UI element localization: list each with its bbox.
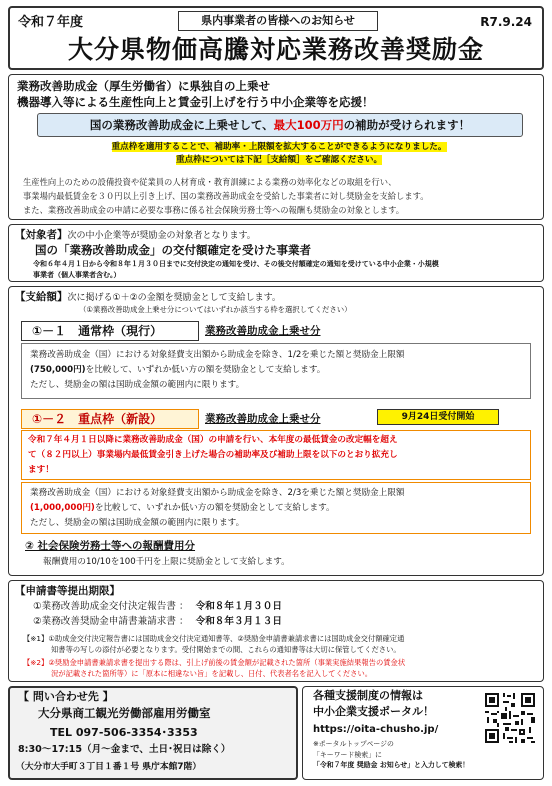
deadline-row-2-date: 令和８年３月１３日 [195, 616, 282, 627]
priority-frame-title: ①－２ 重点枠（新設） [21, 409, 199, 429]
target-label: 【対象者】 [15, 229, 68, 241]
deadline-row-2-label: ②業務改善奨励金申請書兼請求書 ： [33, 616, 189, 627]
note-1-line-2: 知書等の写しの添付が必要となります。受付開始までの間、これらの通知書等は大切に保管してください。 [51, 645, 401, 654]
normal-frame-subtitle: 業務改善助成金上乗せ分 [205, 325, 321, 337]
note-2-line-2: 況が記載された箇所等）に「原本に相違ない旨」を記載し、日付、代表者名を記入してください。 [51, 669, 373, 678]
fiscal-year: 令和７年度 [18, 15, 84, 30]
priority-note-2: 重点枠については下記［支給額］をご確認ください。 [175, 155, 383, 165]
intro-paragraph-2: 事業場内最低賃金を３０円以上引き上げ、国の業務改善助成金を受給した事業者に対し奨励金を支給します。 [23, 191, 429, 201]
deadline-note-2 [23, 657, 539, 679]
payment-label: 【支給額】 [15, 291, 68, 303]
deadline-note-1 [23, 633, 539, 655]
banner-text-pre: 国の業務改善助成金に上乗せして、 [89, 118, 274, 132]
priority-frame-subtitle: 業務改善助成金上乗せ分 [205, 413, 321, 425]
priority-condition [21, 430, 531, 480]
labor-consultant-title: ② 社会保険労務士等への報酬費用分 [25, 540, 196, 552]
priority-condition-1: 令和７年４月１日以降に業務改善助成金（国）の申請を行い、本年度の最低賃金の改定幅を超え [28, 435, 398, 445]
target-section [8, 224, 544, 282]
target-heading: 国の「業務改善助成金」の交付額確定を受けた事業者 [35, 243, 311, 257]
deadline-row-1 [33, 601, 282, 614]
priority-note-1: 重点枠を適用することで、補助率・上限額を拡大することができるようになりました。 [111, 142, 447, 152]
priority-frame-line-1: 業務改善助成金（国）における対象経費支出額から助成金を除き、2/3を乗じた額と奨励金上限額 [30, 488, 405, 498]
banner-text-post: の補助が受けられます！ [343, 118, 471, 132]
deadline-section [8, 580, 544, 682]
payment-subnote: （①業務改善助成金上乗せ分についてはいずれか該当する枠を選択してください） [79, 305, 352, 314]
labor-consultant-text: 報酬費用の10/10を100千円を上限に奨励金として支給します。 [43, 557, 290, 567]
intro-paragraph-3: また、業務改善助成金の申請に必要な事務に係る社会保険労務士等への報酬も奨励金の対象とします。 [23, 205, 404, 215]
normal-frame-max: (750,000円) [30, 365, 86, 375]
portal-note-2: 「キーワード検索」に [313, 750, 382, 759]
payment-section [8, 286, 544, 576]
portal-note-3: 「令和７年度 奨励金 お知らせ」と入力して検索！ [313, 761, 470, 769]
contact-department: 大分県商工観光労働部雇用労働室 [38, 706, 211, 720]
contact-address: （大分市大手町３丁目１番１号 県庁本館7階） [16, 762, 202, 772]
priority-frame-line-2: を比較して、いずれか低い方の額を奨励金として支給します。 [94, 503, 335, 513]
priority-condition-3: ます！ [28, 465, 54, 475]
issue-date: R7.9.24 [480, 15, 532, 29]
contact-hours: 8:30～17:15（月～金まで、土日･祝日は除く） [18, 744, 231, 755]
portal-box [302, 686, 544, 780]
target-intro [15, 228, 256, 242]
contact-phone: TEL 097-506-3354･3353 [50, 726, 198, 739]
page-title: 大分県物価高騰対応業務改善奨励金 [67, 35, 484, 64]
portal-url-link[interactable]: https://oita-chusho.jp/ [313, 724, 439, 735]
intro-headline-2: 機器導入等による生産性向上と賃金引上げを行う中小企業等を応援！ [17, 95, 374, 109]
priority-frame-body [21, 482, 531, 534]
deadline-label: 【申請書等提出期限】 [15, 585, 120, 597]
target-detail [33, 259, 439, 280]
normal-frame-body [21, 343, 531, 399]
contact-label: 【 問い合わせ先 】 [18, 690, 114, 703]
note-2-line-1: ②奨励金申請書兼請求書を提出する際は、引上げ前後の賃金額が記載された箇所（事業実施結果報告の賃金状 [48, 658, 406, 667]
normal-frame-line-1: 業務改善助成金（国）における対象経費支出額から助成金を除き、1/2を乗じた額と奨励金上限額 [30, 350, 405, 360]
portal-line-1: 各種支援制度の情報は [313, 689, 423, 702]
deadline-row-2 [33, 616, 282, 629]
banner-max-amount: 最大100万円 [273, 118, 344, 132]
qr-code-icon[interactable] [483, 691, 537, 745]
deadline-row-1-date: 令和８年１月３０日 [195, 601, 282, 612]
header-frame [8, 6, 544, 70]
priority-frame-max: (1,000,000円) [30, 503, 95, 513]
portal-line-2: 中小企業支援ポータル！ [313, 705, 434, 718]
priority-condition-2: て（８２円以上）事業場内最低賃金引き上げた場合の補助率及び補助上限を以下のとおり拡充し [28, 450, 398, 460]
target-text: 次の中小企業等が奨励金の対象者となります。 [67, 231, 256, 241]
normal-frame-line-3: ただし、奨励金の額は国助成金額の範囲内に限ります。 [30, 380, 245, 390]
portal-note-1: ※ポータルトップページの [313, 740, 394, 748]
note-1-line-1: ①助成金交付決定報告書には国助成金交付決定通知書等、②奨励金申請書兼請求書には国助成金交付額確定通 [48, 634, 405, 643]
notice-tag: 県内事業者の皆様へのお知らせ [178, 11, 378, 31]
normal-frame-line-2: を比較して、いずれか低い方の額を奨励金として支給します。 [85, 365, 326, 375]
normal-frame-title: ①－１ 通常枠（現行） [21, 321, 199, 341]
priority-note [49, 141, 509, 167]
intro-paragraph-1: 生産性向上のための設備投資や従業員の人材育成・教育訓練による業務の効率化などの取組を行い、 [23, 177, 397, 187]
payment-intro [15, 290, 281, 304]
deadline-row-1-label: ①業務改善助成金交付決定報告書 ： [33, 601, 189, 612]
portal-search-hint [313, 739, 469, 771]
contact-box [8, 686, 298, 780]
target-detail-2: 事業者（個人事業者含む。） [33, 270, 121, 279]
note-1-marker: 【※1】 [23, 634, 49, 643]
target-detail-1: 令和６年４月１日から令和８年１月３０日までに交付決定の通知を受け、その後交付額確定の通知を受けている中小企業・小規模 [33, 260, 439, 268]
subsidy-banner [37, 113, 523, 137]
payment-text: 次に掲げる①＋②の金額を奨励金として支給します。 [67, 293, 281, 303]
intro-headline-1: 業務改善助成金（厚生労働省）に県独自の上乗せ [17, 79, 270, 93]
note-2-marker: 【※2】 [23, 658, 49, 667]
intro-description [23, 175, 429, 217]
priority-frame-line-3: ただし、奨励金の額は国助成金額の範囲内に限ります。 [30, 518, 245, 528]
intro-section [8, 74, 544, 220]
priority-start-badge: 9月24日受付開始 [377, 409, 499, 425]
